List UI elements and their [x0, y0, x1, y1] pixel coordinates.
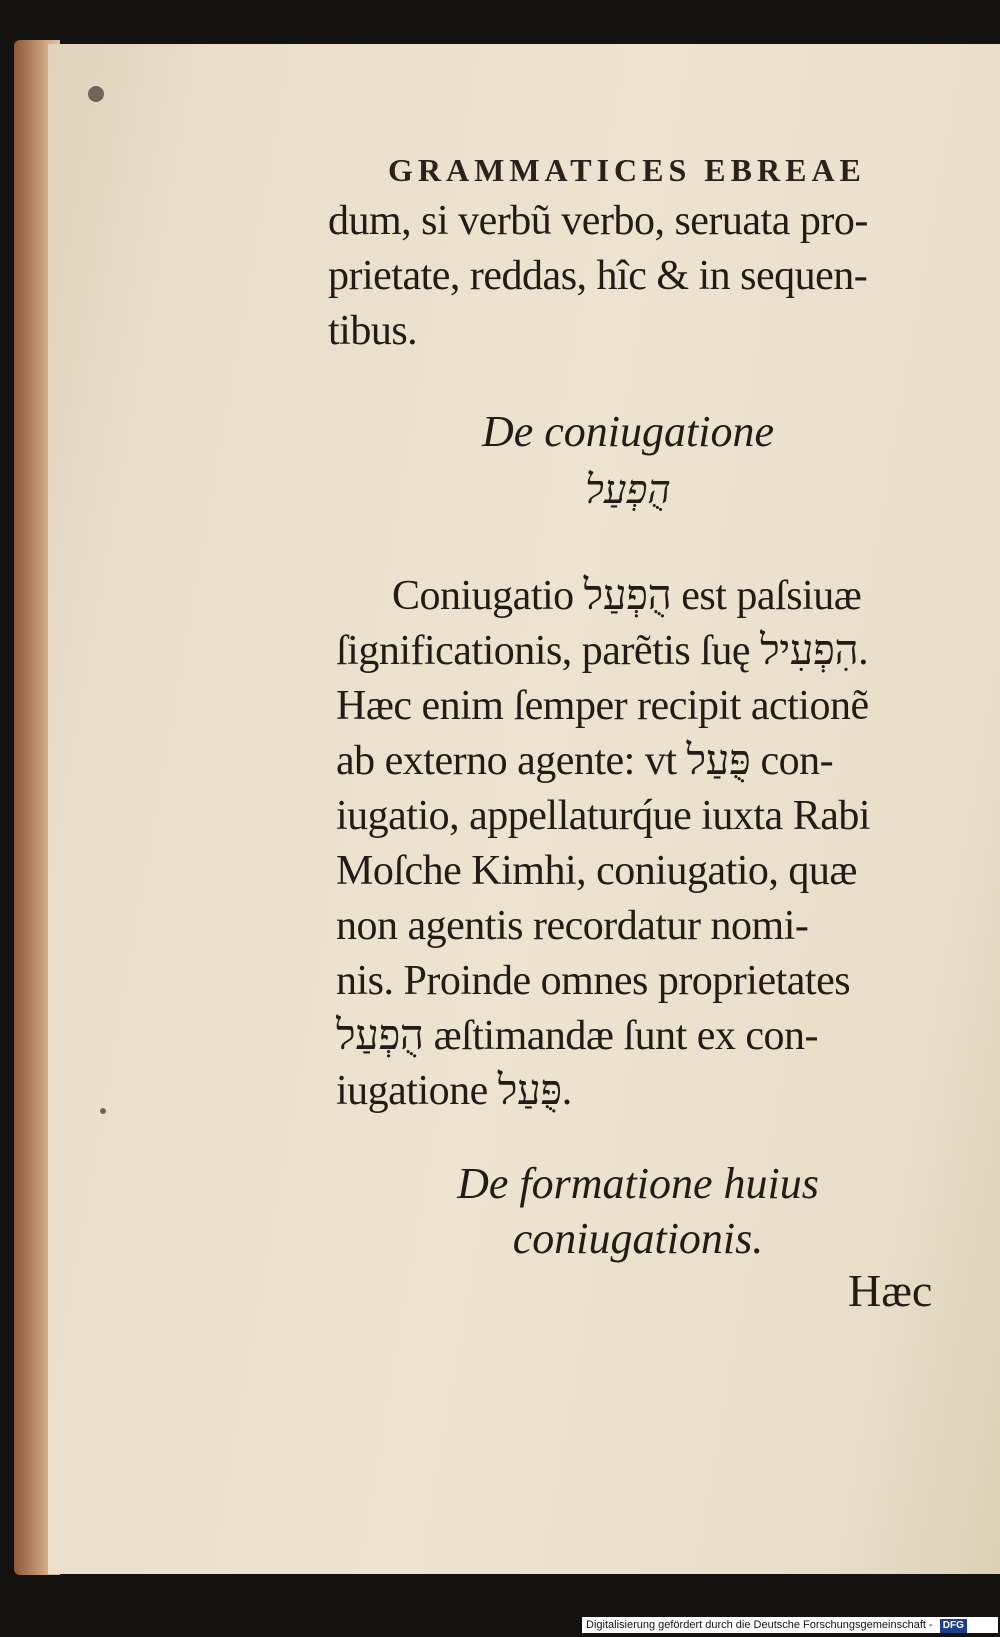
digitization-credit [582, 1617, 998, 1633]
text-line: iugatione פֻּעַל. [336, 1068, 572, 1114]
text-line: dum, si verbũ verbo, seruata pro- [328, 198, 868, 244]
text-line: Coniugatio הֻפְעַל est paſsiuæ [392, 573, 862, 619]
dfg-logo: DFG [940, 1619, 967, 1633]
ink-spot [100, 1108, 106, 1114]
heading-line: coniugationis. [512, 1214, 764, 1263]
text-line: nis. Proinde omnes proprietates [336, 958, 851, 1004]
top-paragraph [328, 194, 918, 359]
running-head: GRAMMATICES EBREAE [388, 152, 866, 188]
text-line: non agentis recordatur nomi- [336, 903, 809, 949]
catchword: Hæc [848, 1265, 933, 1316]
ink-spot [88, 86, 104, 102]
heading-line: De coniugatione [481, 407, 775, 456]
text-line: Moſche Kimhi, coniugatio, quæ [336, 848, 857, 894]
heading-line: De formatione huius [457, 1159, 819, 1208]
book-page [48, 44, 1000, 1574]
main-paragraph [336, 569, 924, 1119]
heading-hebrew: הֻפְעַל [585, 467, 671, 513]
text-line: ab externo agente: vt פֻּעַל con- [336, 738, 834, 784]
text-line: iugatio, appellaturq́ue iuxta Rabi [336, 793, 871, 839]
text-line: prietate, reddas, hîc & in sequen- [328, 253, 868, 299]
text-line: tibus. [328, 308, 418, 354]
credit-text: Digitalisierung gefördert durch die Deutsche Forschungsgemeinschaft - [586, 1619, 933, 1631]
text-line: ſignificationis, parẽtis ſuę הִפְעִיל. [336, 628, 869, 674]
text-line: Hæc enim ſemper recipit actionẽ [336, 683, 869, 729]
section-heading-1 [348, 404, 908, 518]
text-line: הֻפְעַל æſtimandæ ſunt ex con- [336, 1013, 819, 1059]
section-heading-2 [358, 1156, 918, 1266]
